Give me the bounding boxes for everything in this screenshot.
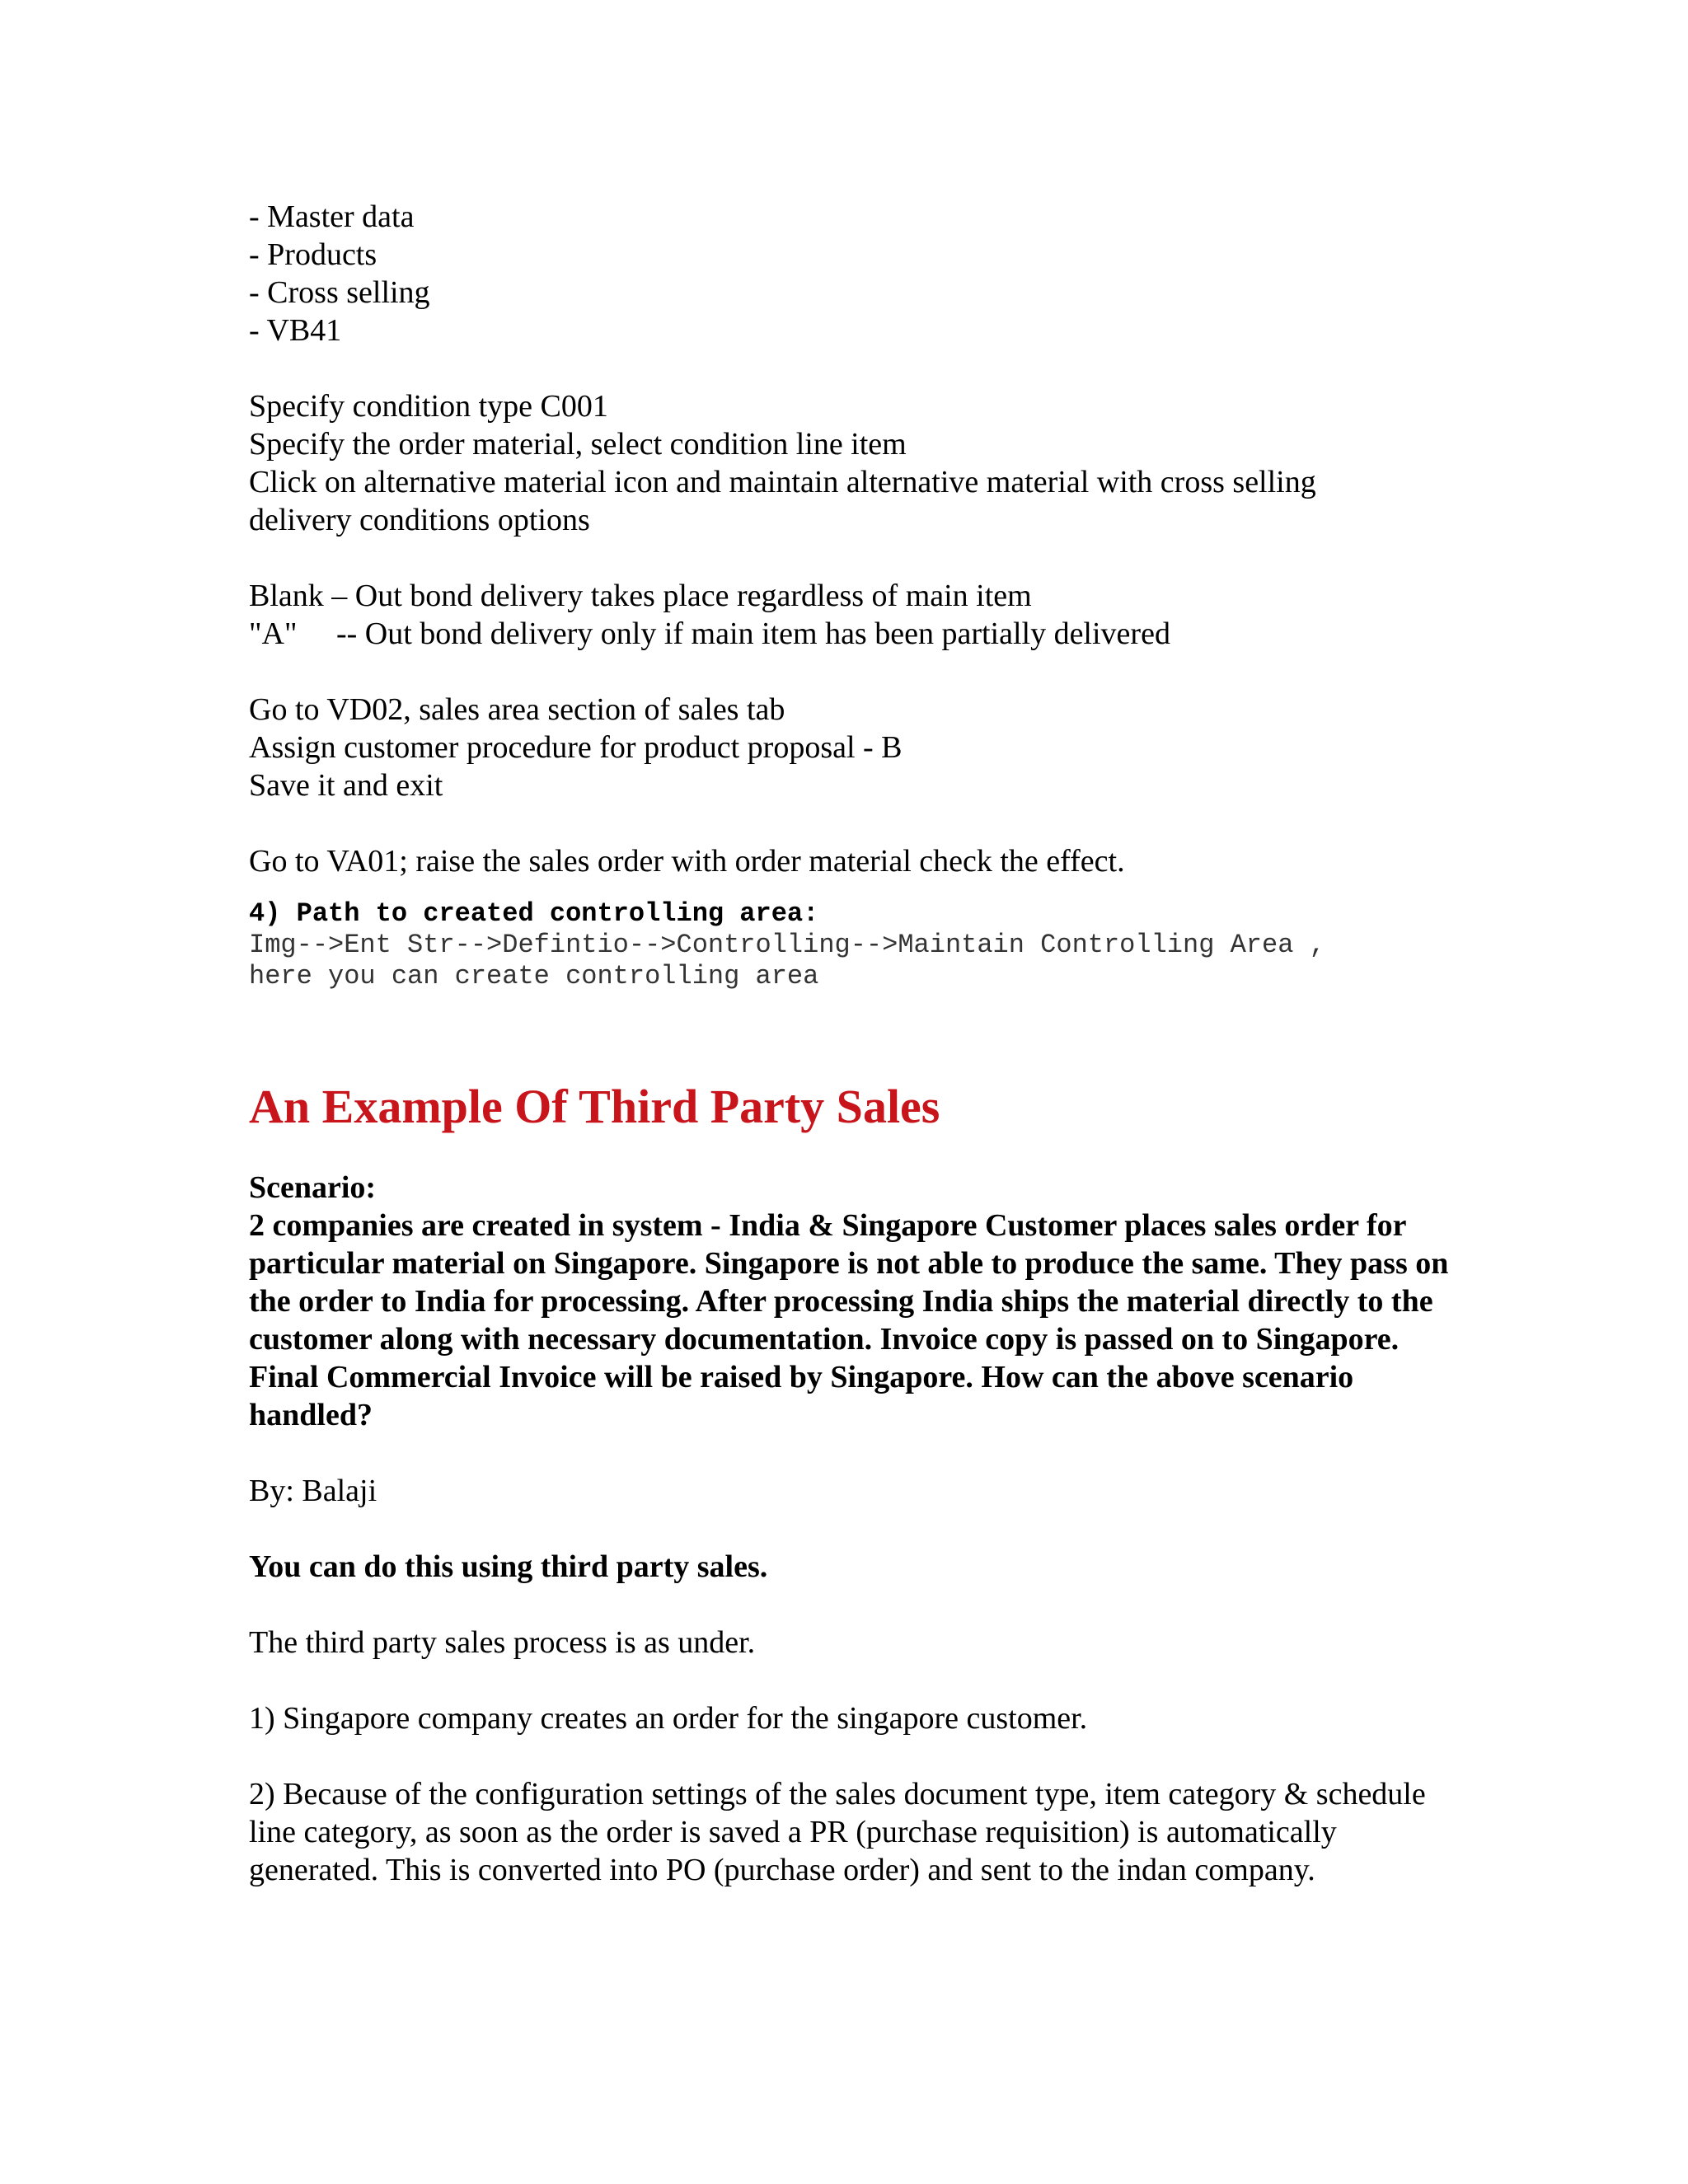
step-line: Specify the order material, select condition line item [249, 427, 907, 462]
spacer [249, 1661, 1461, 1699]
controlling-area-path: here you can create controlling area [249, 961, 819, 991]
step-line: Save it and exit [249, 768, 443, 803]
spacer [249, 349, 1461, 387]
menu-path-item: - VB41 [249, 313, 342, 348]
delivery-options [249, 577, 1461, 653]
spacer [249, 1434, 1461, 1472]
delivery-option: Blank – Out bond delivery takes place regardless of main item [249, 579, 1032, 613]
document-page [249, 198, 1461, 1889]
spacer [249, 1737, 1461, 1775]
controlling-area-title: 4) Path to created controlling area: [249, 898, 819, 929]
step-line: Assign customer procedure for product proposal - B [249, 730, 903, 765]
spacer [249, 653, 1461, 691]
process-intro: The third party sales process is as under. [249, 1625, 756, 1660]
controlling-area-block [249, 898, 1461, 992]
menu-path-list [249, 198, 1461, 349]
menu-path-item: - Cross selling [249, 275, 430, 310]
va01-instruction: Go to VA01; raise the sales order with order material check the effect. [249, 844, 1125, 879]
scenario-block [249, 1169, 1461, 1434]
vd02-steps [249, 691, 1461, 804]
spacer [249, 880, 1461, 898]
answer-lead: You can do this using third party sales. [249, 1549, 768, 1584]
section-heading: An Example Of Third Party Sales [249, 1080, 940, 1133]
controlling-area-path: Img-->Ent Str-->Defintio-->Controlling-->Maintain Controlling Area , [249, 930, 1325, 960]
spacer [249, 539, 1461, 577]
step-line: Go to VD02, sales area section of sales tab [249, 692, 785, 727]
step-line: Click on alternative material icon and maintain alternative material with cross selling delivery conditions options [249, 465, 1316, 537]
process-step: 1) Singapore company creates an order for the singapore customer. [249, 1701, 1088, 1736]
scenario-text: 2 companies are created in system - India & Singapore Customer places sales order for particular material on Singapore. Singapore is not able to produce the same. They pass on the order to India for processing. After processing India ships the material directly to the customer along with necessary documentation. Invoice copy is passed on to Singapore. Final Commercial Invoice will be raised by Singapore. How can the above scenario handled? [249, 1208, 1449, 1432]
delivery-option: "A" -- Out bond delivery only if main item has been partially delivered [249, 616, 1170, 651]
author-line: By: Balaji [249, 1474, 377, 1508]
spacer [249, 804, 1461, 842]
spacer [249, 1510, 1461, 1548]
spacer [249, 992, 1461, 1078]
step-line: Specify condition type C001 [249, 389, 608, 424]
menu-path-item: - Master data [249, 199, 415, 234]
menu-path-item: - Products [249, 237, 377, 272]
process-step: 2) Because of the configuration settings of the sales document type, item category & schedule line category, as soon as the order is saved a PR (purchase requisition) is automatically generated. This is converted into PO (purchase order) and sent to the indan company. [249, 1777, 1426, 1887]
spacer [249, 1586, 1461, 1624]
spacer [249, 1136, 1461, 1169]
scenario-label: Scenario: [249, 1170, 377, 1205]
condition-steps [249, 387, 1461, 539]
